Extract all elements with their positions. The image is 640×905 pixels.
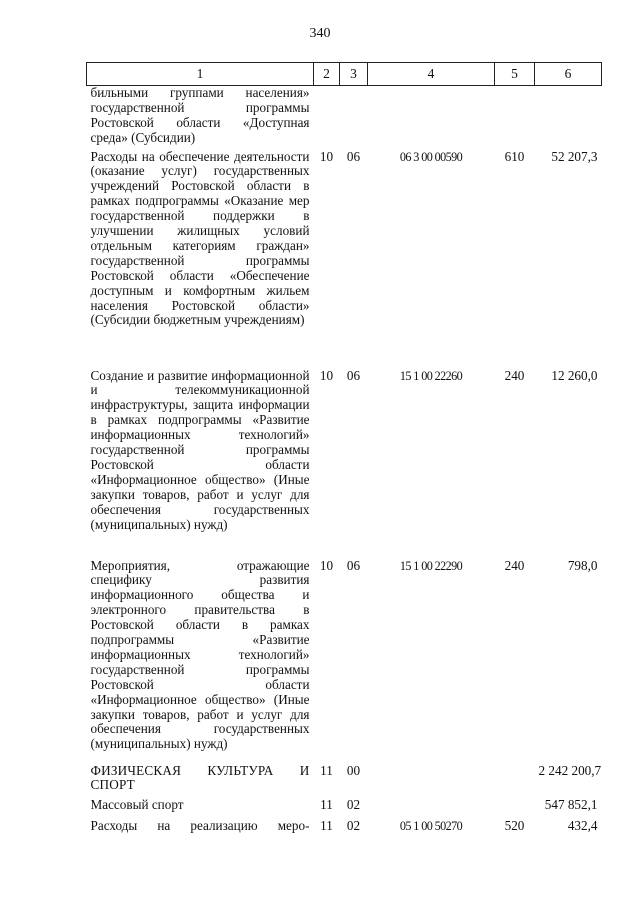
page-number: 340 — [309, 26, 331, 41]
section-code: 10 — [319, 148, 334, 164]
table-row — [87, 559, 602, 764]
section-code: 11 — [320, 818, 333, 834]
expense-name: ФИЗИЧЕСКАЯ КУЛЬТУРА И СПОРТ — [90, 762, 310, 793]
section-code — [314, 86, 340, 150]
expense-name: Создание и развитие информационной и телекоммуникационной инфраструктуры, защита информации в рамках подпрограммы «Развитие информационных технологий» государственной программы Ростовской области «Информационное общество» (Иные закупки товаров, работ и услуг для обеспечения государственных (муниципальных) нужд) — [90, 367, 310, 532]
subsection-code — [340, 86, 368, 150]
target-article-code: 05 1 00 50270 — [399, 819, 463, 834]
expense-name: Расходы на реализацию меро- — [90, 818, 310, 834]
subsection-code: 02 — [346, 818, 361, 834]
expense-name: Массовый спорт — [90, 797, 184, 813]
column-header-4: 4 — [368, 63, 495, 86]
target-article-code: 15 1 00 22290 — [399, 558, 463, 573]
section-code: 11 — [320, 797, 333, 813]
expense-type-code: 520 — [504, 818, 525, 834]
expense-type-code — [495, 764, 535, 799]
table-row — [87, 86, 602, 150]
column-header-1: 1 — [87, 63, 314, 86]
amount — [535, 86, 602, 150]
amount: 798,0 — [567, 557, 598, 573]
column-header-2: 2 — [314, 63, 340, 86]
column-header-6: 6 — [535, 63, 602, 86]
subsection-code: 06 — [346, 367, 361, 383]
table-row — [87, 764, 602, 799]
table-row — [87, 798, 602, 819]
table-row — [87, 369, 602, 559]
section-code: 10 — [319, 367, 334, 383]
expense-type-code — [495, 798, 535, 819]
column-header-3: 3 — [340, 63, 368, 86]
expense-name: Расходы на обеспечение деятельности (оказание услуг) государственных учреждений Ростовской области в рамках подпрограммы «Оказание мер государственной поддержки в улучшении жилищных условий отдельным категориям граждан» государственной программы Ростовской области «Обеспечение доступным и комфортным жильем населения Ростовской области» (Субсидии бюджетным учреждениям) — [90, 148, 310, 328]
table-body — [87, 86, 602, 840]
expense-type-code — [495, 86, 535, 150]
budget-table — [86, 62, 602, 839]
section-code: 11 — [320, 762, 333, 778]
header-row — [87, 63, 602, 86]
expense-type-code: 610 — [504, 148, 525, 164]
target-article-code: 15 1 00 22260 — [399, 368, 463, 383]
expense-type-code: 240 — [504, 557, 525, 573]
expense-name: Мероприятия, отражающие специфику развития информационного общества и электронного правительства в Ростовской области в рамках подпрограммы «Развитие информационных технологий» государственной программы Ростовской области «Информационное общество» (Иные закупки товаров, работ и услуг для обеспечения государственных (муниципальных) нужд) — [90, 557, 310, 752]
section-code: 10 — [319, 557, 334, 573]
target-article-code — [368, 798, 495, 819]
column-header-5: 5 — [495, 63, 535, 86]
amount: 547 852,1 — [544, 797, 598, 813]
table-row — [87, 150, 602, 369]
target-article-code — [368, 86, 495, 150]
target-article-code — [368, 764, 495, 799]
amount: 12 260,0 — [551, 367, 598, 383]
expense-name: бильными группами населения» государственной программы Ростовской области «Доступная среда» (Субсидии) — [90, 85, 310, 145]
subsection-code: 06 — [346, 557, 361, 573]
subsection-code: 06 — [346, 148, 361, 164]
amount: 432,4 — [567, 818, 598, 834]
expense-type-code: 240 — [504, 367, 525, 383]
table-header — [87, 63, 602, 86]
table-row — [87, 819, 602, 839]
subsection-code: 00 — [346, 762, 361, 778]
target-article-code: 06 3 00 00590 — [399, 149, 463, 164]
subsection-code: 02 — [346, 797, 361, 813]
amount: 52 207,3 — [551, 148, 598, 164]
amount: 2 242 200,7 — [538, 762, 602, 778]
